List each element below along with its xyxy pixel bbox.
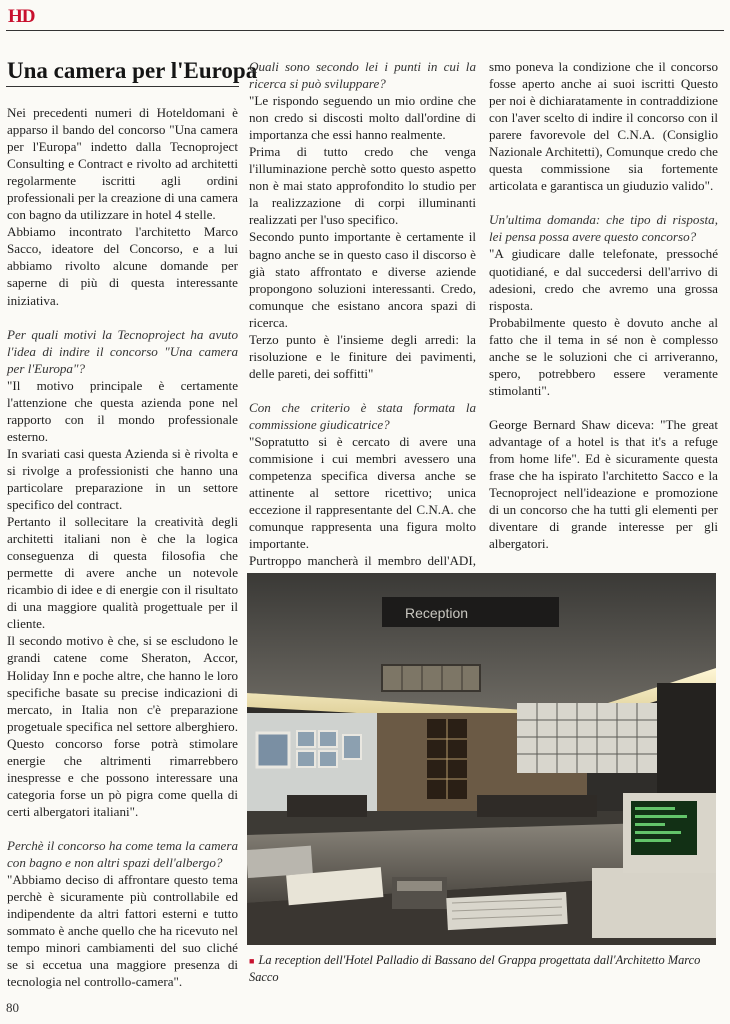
magazine-logo: HD bbox=[8, 6, 35, 27]
article-paragraph: Secondo punto importante è certamente il bagno anche se in questo caso il discorso è già stato affrontato e diverse aziende propongono soluzioni interessanti. Credo, comunque che esistano ancora spazi di ricerca. bbox=[249, 229, 476, 330]
caption-marker: ■ bbox=[249, 956, 255, 966]
article-paragraph: Nei precedenti numeri di Hoteldomani è apparso il bando del concorso "Una camera per l'Europa" indetto dalla Tecnoproject Consulting e Contract e rivolto ad architetti regolarmente iscritti agli ordini professionali per la creazione di una camera con bagno da utilizzare in hotel 4 stelle. bbox=[7, 105, 238, 223]
photo-caption bbox=[249, 952, 717, 985]
article-column-1 bbox=[7, 104, 238, 990]
article-paragraph: Terzo punto è l'insieme degli arredi: la risoluzione e le finiture dei pavimenti, delle pareti, dei soffitti" bbox=[249, 331, 476, 381]
article-paragraph: Probabilmente questo è dovuto anche al fatto che il tema in sé non è complesso anche se le soluzioni che ci arriveranno, spero, potrebbero essere veramente stimolanti". bbox=[489, 314, 718, 398]
reception-photo bbox=[247, 573, 716, 945]
article-paragraph: "Le rispondo seguendo un mio ordine che non credo si discosti molto dall'ordine di importanza che essi hanno realmente. bbox=[249, 93, 476, 143]
article-paragraph: Prima di tutto credo che venga l'illuminazione perchè sotto questo aspetto non è mai stato approfondito lo studio per la realizzazione di corpi illuminanti realizzati per l'uso specifico. bbox=[249, 144, 476, 228]
article-paragraph: Abbiamo incontrato l'architetto Marco Sacco, ideatore del Concorso, e a lui abbiamo rivolto alcune domande per saperne di più di questa interessante iniziativa. bbox=[7, 224, 238, 308]
article-paragraph: smo poneva la condizione che il concorso fosse aperto anche ai suoi iscritti Questo per noi è dichiaratamente in contraddizione con l'aver scelto di indire il concorso con il parere favorevole del C.N.A. (Consiglio Nazionale Architetti), Comunque credo che questa commissione sia fortemente articolata e garantisca un giuduzio valido". bbox=[489, 59, 718, 194]
title-rule bbox=[6, 86, 239, 87]
interview-question: Con che criterio è stata formata la commissione giudicatrice? bbox=[249, 399, 476, 432]
article-paragraph: Pertanto il sollecitare la creatività degli architetti italiani non è che la logica conseguenza di questa filosofia che permette di avere anche un notevole ricambio di idee e di energie con il risultato di una maggiore qualità progettuale per il cliente. bbox=[7, 514, 238, 632]
article-paragraph: George Bernard Shaw diceva: "The great advantage of a hotel is that it's a refuge from home life". Ed è sicuramente questa frase che ha ispirato l'architetto Sacco e la Tecnoproject nell'ideazione e promozione di un concorso che ha tutti gli elementi per diventare di grande interesse per gli albergatori. bbox=[489, 416, 718, 552]
article-column-2 bbox=[249, 58, 476, 586]
interview-question: Un'ultima domanda: che tipo di risposta, lei pensa possa avere questo concorso? bbox=[489, 212, 718, 245]
article-paragraph: "A giudicare dalle telefonate, pressoché quotidiané, e dal succedersi dell'arrivo di adesioni, credo che avremo una grossa risposta. bbox=[489, 246, 718, 313]
article-paragraph: Il secondo motivo è che, si se escludono le grandi catene come Sheraton, Accor, Holiday Inn e poche altre, che hanno le loro specifiche basate su precise indicazioni di mercato, in Italia non c'è preparazione progetuale specifica nel settore alberghiero. Questo concorso forse potrà stimolare energie che altrimenti rimarrebbero inespresse e che possono interessare una categoria forse un pò pigra come quella di certi albergatori italiani". bbox=[7, 633, 238, 819]
article-title: Una camera per l'Europa bbox=[7, 58, 258, 83]
interview-question: Quali sono secondo lei i punti in cui la ricerca si può sviluppare? bbox=[249, 59, 476, 92]
article-paragraph: In svariati casi questa Azienda si è rivolta e si rivolge a professionisti che hanno una particolare preparazione in un settore specifico del contract. bbox=[7, 445, 238, 513]
article-paragraph: "Sopratutto si è cercato di avere una commisione i cui membri avessero una competenza specifica diversa anche se attinente al settore ricettivo; unica eccezione il rappresentante del C.N.A. che comunque rappresenta una figura molto importante. bbox=[249, 433, 476, 552]
reception-sign: Reception bbox=[405, 605, 469, 621]
article-column-3 bbox=[489, 58, 718, 552]
article-paragraph: Purtroppo mancherà il membro dell'ADI, bbox=[249, 553, 476, 569]
page-number: 80 bbox=[6, 1000, 19, 1015]
article-paragraph: "Abbiamo deciso di affrontare questo tema perchè è sicuramente più controllabile ed indipendente da altri fattori esterni e tutto sommato è anche quello che ha ricevuto nel tempo minori cambiamenti del suo cliché se si eccetua una maggiore presenza di tecnologia nel controllo-camera". bbox=[7, 872, 238, 990]
interview-question: Per quali motivi la Tecnoproject ha avuto l'idea di indire il concorso "Una camera per l'Europa"? bbox=[7, 326, 238, 376]
article-paragraph: "Il motivo principale è certamente l'attenzione che questa azienda pone nel rapporto con il mondo professionale esterno. bbox=[7, 377, 238, 444]
interview-question: Perchè il concorso ha come tema la camera con bagno e non altri spazi dell'albergo? bbox=[7, 837, 238, 870]
header-rule bbox=[6, 30, 724, 31]
caption-text: La reception dell'Hotel Palladio di Bassano del Grappa progettata dall'Architetto Marco Sacco bbox=[249, 953, 701, 984]
